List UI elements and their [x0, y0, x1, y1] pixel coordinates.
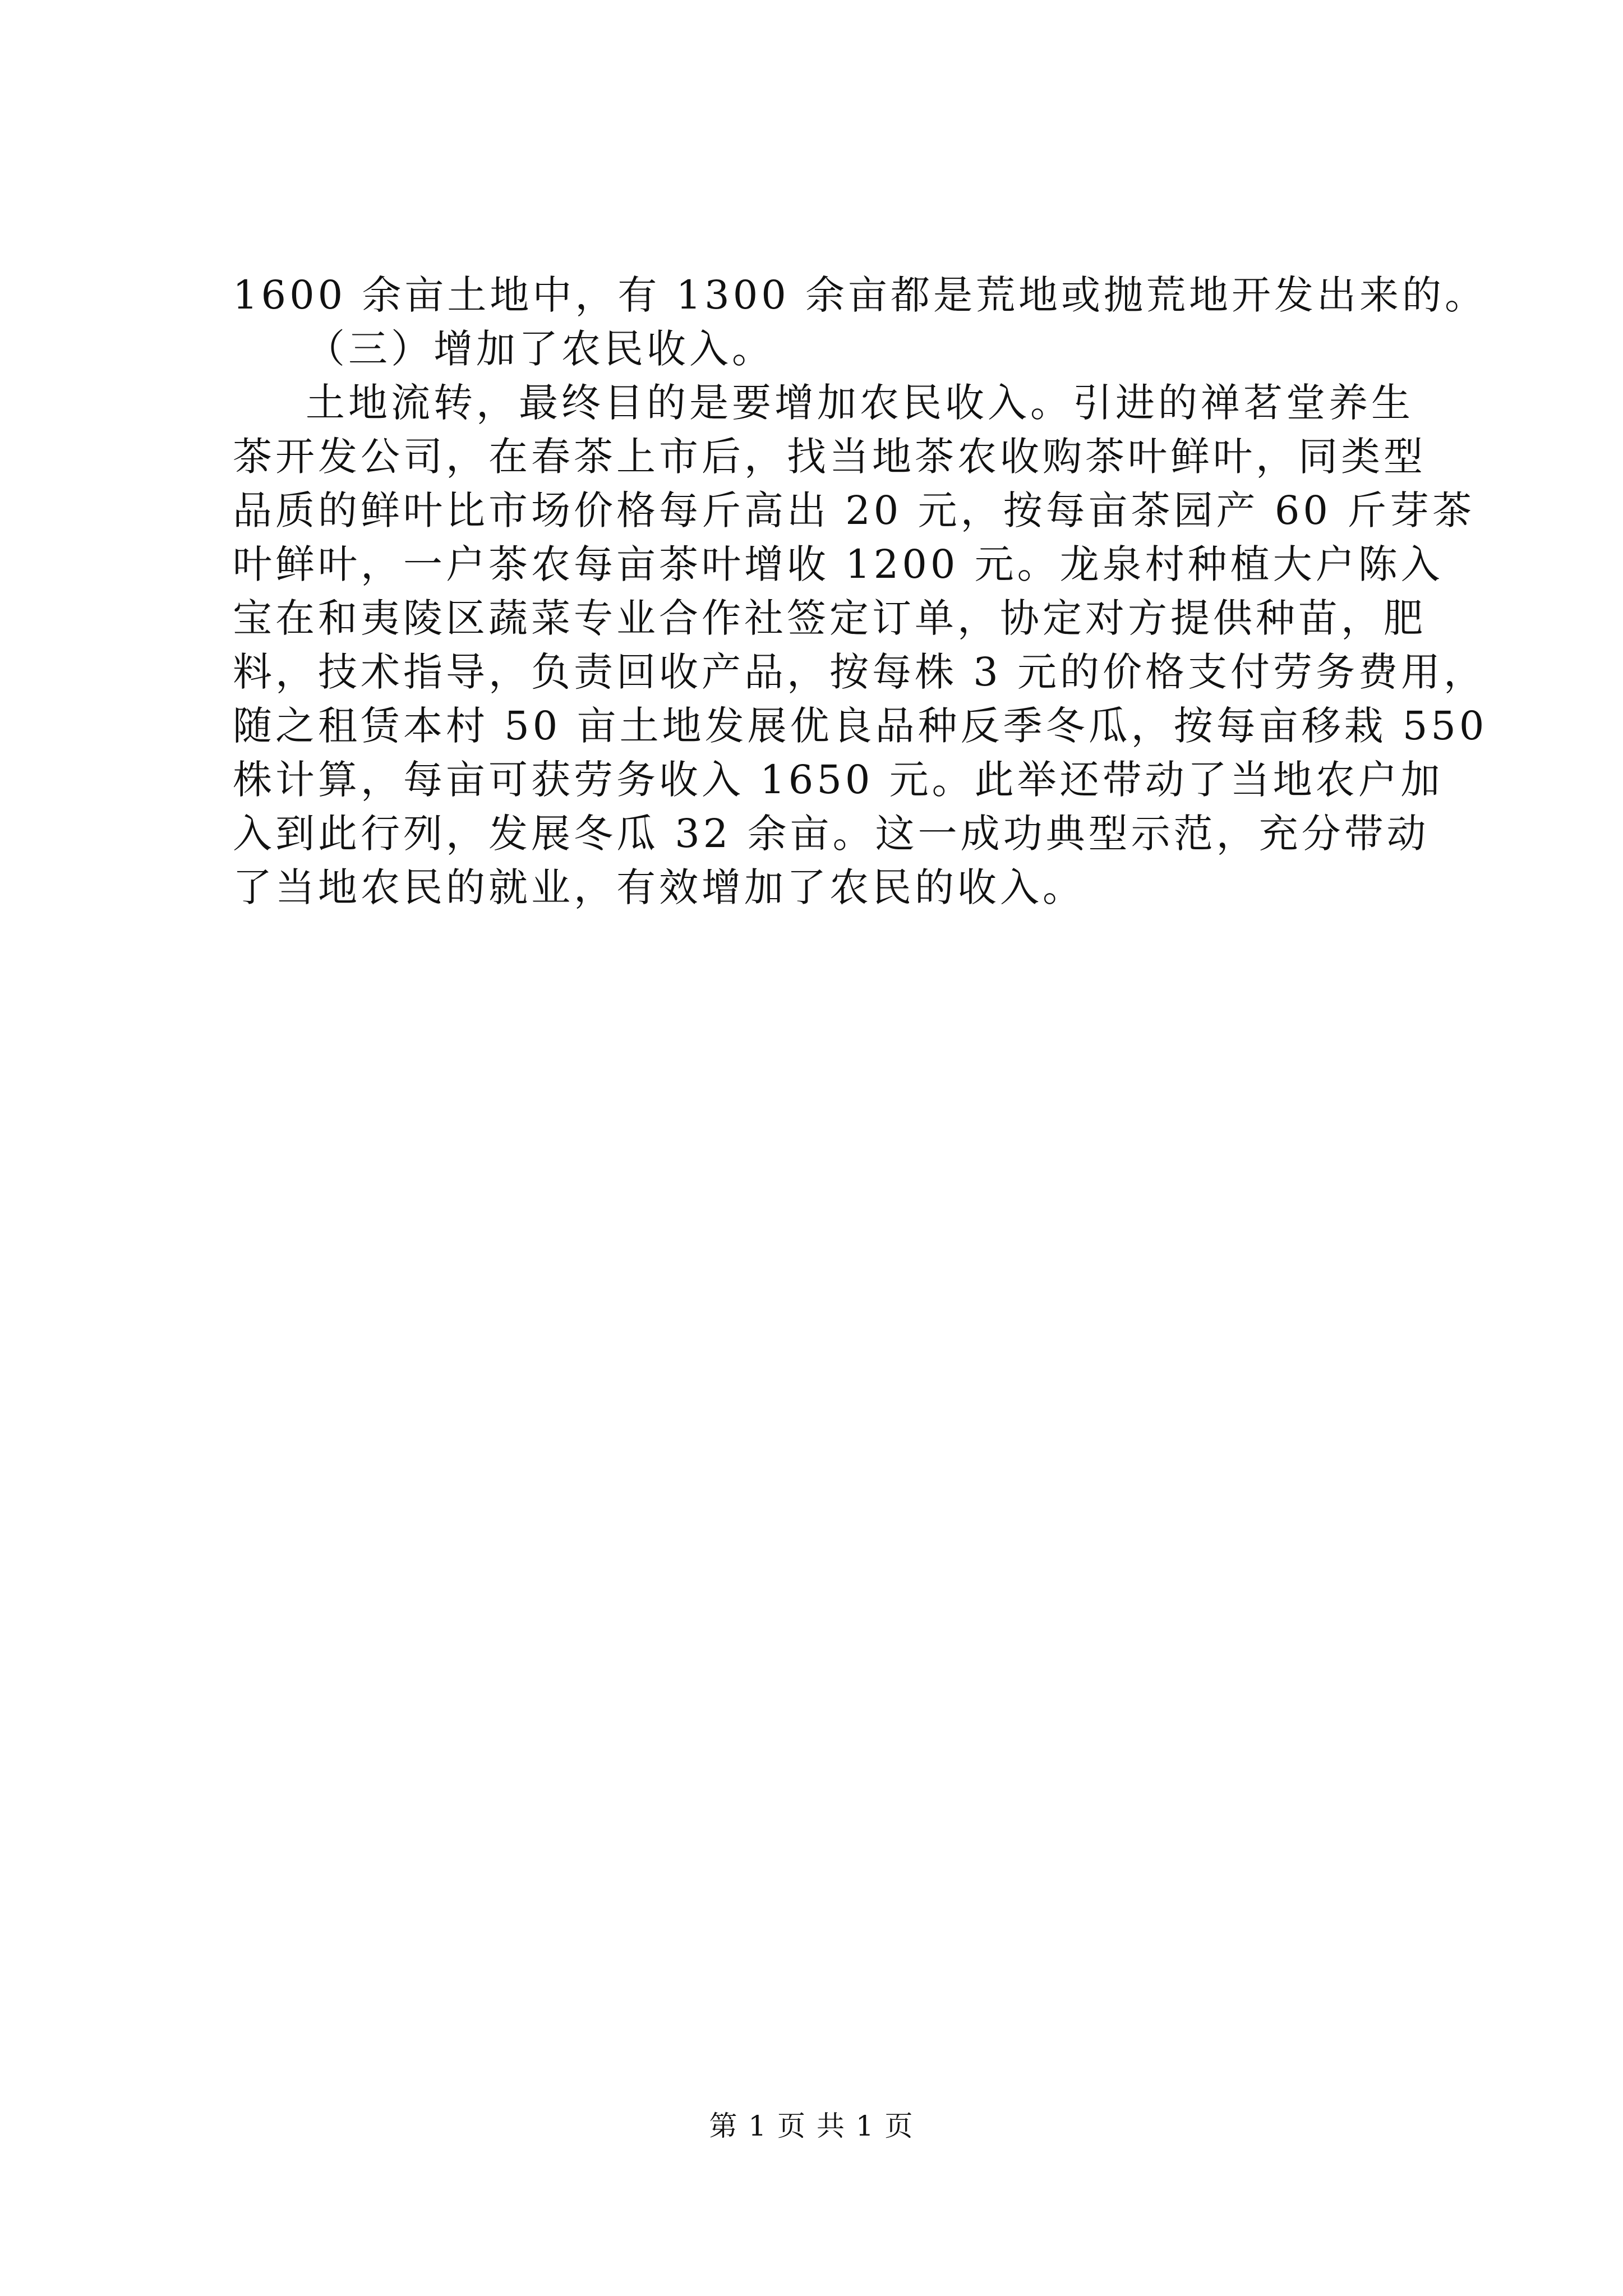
text-line: 入到此行列，发展冬瓜 32 余亩。这一成功典型示范，充分带动 — [233, 811, 1430, 857]
text-line: 茶开发公司，在春茶上市后，找当地茶农收购茶叶鲜叶，同类型 — [233, 434, 1426, 480]
text-line: 品质的鲜叶比市场价格每斤高出 20 元，按每亩茶园产 60 斤芽茶 — [233, 487, 1476, 533]
text-line: 1600 余亩土地中，有 1300 余亩都是荒地或抛荒地开发出来的。 — [233, 272, 1488, 318]
text-line: 料，技术指导，负责回收产品，按每株 3 元的价格支付劳务费用， — [233, 649, 1487, 695]
page-number-footer: 第 1 页 共 1 页 — [709, 2110, 914, 2142]
text-line: 叶鲜叶，一户茶农每亩茶叶增收 1200 元。龙泉村种植大户陈入 — [233, 541, 1444, 587]
text-line: 随之租赁本村 50 亩土地发展优良品种反季冬瓜，按每亩移栽 550 — [233, 703, 1488, 749]
text-line: 宝在和夷陵区蔬菜专业合作社签定订单，协定对方提供种苗，肥 — [233, 595, 1426, 641]
section-heading: （三）增加了农民收入。 — [306, 326, 774, 372]
text-line: 土地流转，最终目的是要增加农民收入。引进的禅茗堂养生 — [306, 380, 1414, 426]
document-body — [233, 268, 1488, 914]
text-line: 株计算，每亩可获劳务收入 1650 元。此举还带动了当地农户加 — [233, 757, 1444, 803]
text-line: 了当地农民的就业，有效增加了农民的收入。 — [233, 864, 1085, 910]
